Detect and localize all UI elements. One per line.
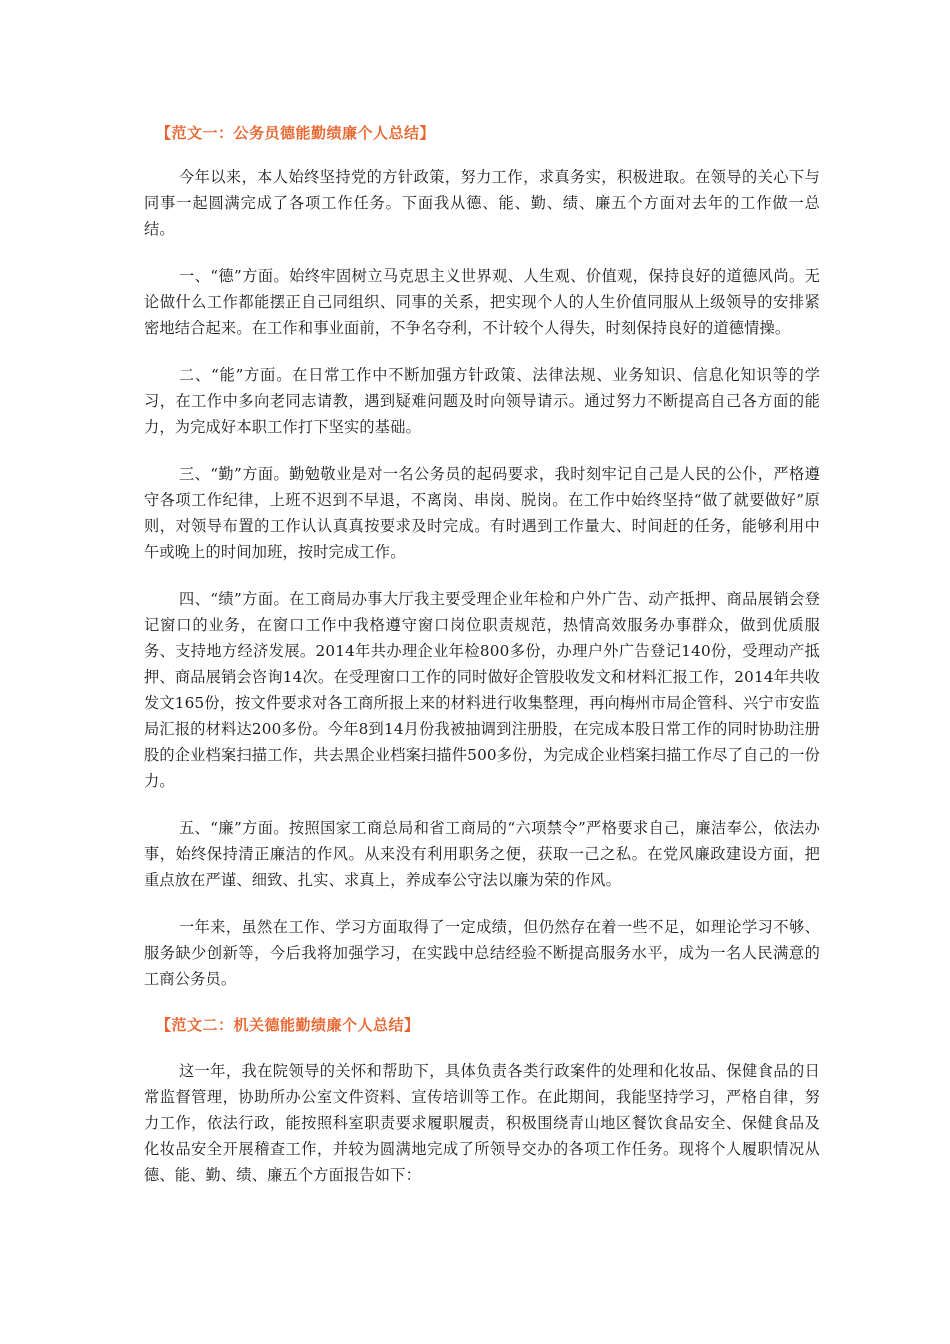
paragraph-intro: 今年以来，本人始终坚持党的方针政策，努力工作，求真务实，积极进取。在领导的关心下与同事一起圆满完成了各项工作任务。下面我从德、能、勤、绩、廉五个方面对去年的工作做一总结。 (144, 168, 820, 238)
paragraph-lian: 五、“廉”方面。按照国家工商总局和省工商局的“六项禁令”严格要求自己，廉洁奉公，依法办事，始终保持清正廉洁的作风。从来没有利用职务之便，获取一己之私。在党风廉政建设方面，把重点放在严谨、细致、扎实、求真上，养成奉公守法以廉为荣的作风。 (144, 819, 820, 889)
section-heading-1: 【范文一：公务员德能勤绩廉个人总结】 (156, 124, 436, 142)
paragraph-conclusion: 一年来，虽然在工作、学习方面取得了一定成绩，但仍然存在着一些不足，如理论学习不够、服务缺少创新等，今后我将加强学习，在实践中总结经验不断提高服务水平，成为一名人民满意的工商公务员。 (144, 918, 820, 988)
paragraph-qin: 三、“勤”方面。勤勉敬业是对一名公务员的起码要求，我时刻牢记自己是人民的公仆，严格遵守各项工作纪律，上班不迟到不早退，不离岗、串岗、脱岗。在工作中始终坚持“做了就要做好”原则，对领导布置的工作认认真真按要求及时完成。有时遇到工作量大、时间赶的任务，能够利用中午或晚上的时间加班，按时完成工作。 (144, 465, 820, 561)
document-page (144, 118, 820, 1188)
paragraph-section-2-intro: 这一年，我在院领导的关怀和帮助下，具体负责各类行政案件的处理和化妆品、保健食品的日常监督管理，协助所办公室文件资料、宣传培训等工作。在此期间，我能坚持学习，严格自律，努力工作，依法行政，能按照科室职责要求履职履责，积极围绕青山地区餐饮食品安全、保健食品及化妆品安全开展稽查工作，并较为圆满地完成了所领导交办的各项工作任务。现将个人履职情况从德、能、勤、绩、廉五个方面报告如下： (144, 1062, 820, 1184)
section-heading-2: 【范文二：机关德能勤绩廉个人总结】 (156, 1016, 420, 1034)
paragraph-de: 一、“德”方面。始终牢固树立马克思主义世界观、人生观、价值观，保持良好的道德风尚。无论做什么工作都能摆正自己同组织、同事的关系，把实现个人的人生价值同服从上级领导的安排紧密地结合起来。在工作和事业面前，不争名夺利，不计较个人得失，时刻保持良好的道德情操。 (144, 267, 820, 337)
paragraph-neng: 二、“能”方面。在日常工作中不断加强方针政策、法律法规、业务知识、信息化知识等的学习，在工作中多向老同志请教，遇到疑难问题及时向领导请示。通过努力不断提高自己各方面的能力，为完成好本职工作打下坚实的基础。 (144, 366, 820, 436)
paragraph-ji: 四、“绩”方面。在工商局办事大厅我主要受理企业年检和户外广告、动产抵押、商品展销会登记窗口的业务，在窗口工作中我格遵守窗口岗位职责规范，热情高效服务办事群众，做到优质服务、支持地方经济发展。2014年共办理企业年检800多份，办理户外广告登记140份，受理动产抵押、商品展销会咨询14次。在受理窗口工作的同时做好企管股收发文和材料汇报工作，2014年共收发文165份，按文件要求对各工商所报上来的材料进行收集整理，再向梅州市局企管科、兴宁市安监局汇报的材料达200多份。今年8到14月份我被抽调到注册股，在完成本股日常工作的同时协助注册股的企业档案扫描工作，共去黑企业档案扫描件500多份，为完成企业档案扫描工作尽了自己的一份力。 (144, 590, 820, 790)
